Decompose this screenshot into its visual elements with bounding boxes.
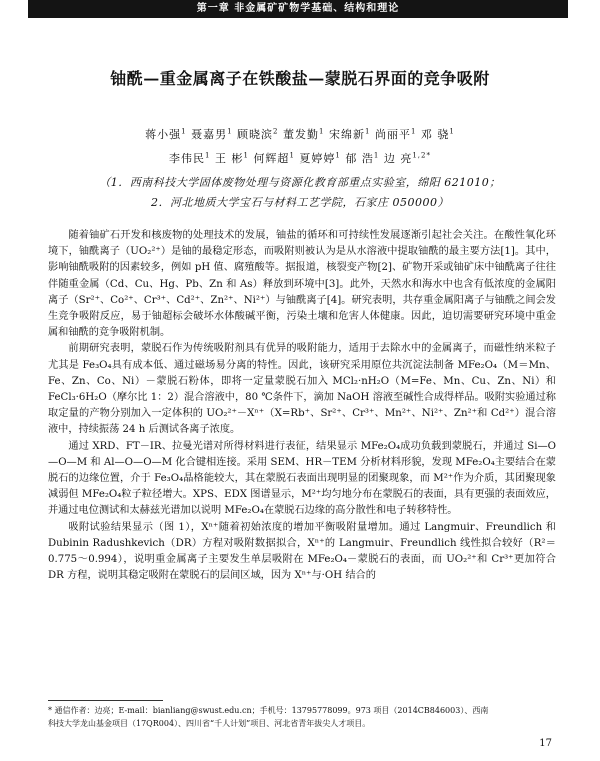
author-name: 郁 浩 — [345, 152, 374, 165]
author-name: 尚丽平 — [374, 128, 411, 141]
page-number: 17 — [539, 738, 552, 749]
author-affiliation-marker: 1 — [449, 127, 455, 136]
author-name: 蒋小强 — [145, 128, 182, 141]
author-name: 王 彬 — [214, 152, 244, 165]
author-affiliation-marker: 1 — [205, 151, 211, 160]
author-affiliation-marker: 1 — [364, 127, 371, 136]
affiliation-line1: （1．西南科技大学固体废物处理与资源化教育部重点实验室，绵阳 621010； — [99, 176, 501, 189]
author-affiliation-marker: 1 — [227, 127, 233, 136]
author-name: 董发勤 — [283, 128, 320, 141]
footnote-line-1: * 通信作者：边亮；E-mail：bianliang@swust.edu.cn；手机号：13795778099。973 项目（2014CB846003）、西南 — [48, 706, 489, 715]
author-affiliation-marker: 1,2* — [412, 151, 431, 160]
footnote-line-2: 科技大学龙山基金项目（17QR004）、四川省“千人计划”项目、河北省青年拔尖人才项目。 — [48, 719, 371, 728]
author-affiliation-marker: 1 — [335, 151, 341, 160]
author-affiliation-marker: 1 — [410, 127, 417, 136]
author-affiliation-marker: 1 — [289, 151, 295, 160]
author-name: 夏婷婷 — [299, 152, 336, 165]
footnote — [48, 704, 556, 730]
article-body — [48, 228, 556, 584]
author-name: 顾晓滨 — [237, 128, 274, 141]
author-list-line1 — [60, 126, 540, 142]
author-name: 邓 骁 — [420, 128, 450, 141]
author-affiliation-marker: 1 — [243, 151, 249, 160]
body-paragraph-3: 通过 XRD、FT－IR、拉曼光谱对所得材料进行表征，结果显示 MFe₂O₄成功负载到蒙脱石，并通过 Si—O—O—M 和 Al—O—O—M 化合键相连接。采用 SEM、HR－TEM 分析材料形貌，发现 MFe₂O₄主要结合在蒙脱石的边缘位置，介于 Fe₃O₄晶格能较大，其在蒙脱石表面出现明显的团聚现象，而 M²⁺作为介质，其团聚现象减弱但 MFe₂O₄粒子粒径增大。XPS、EDX 图谱显示，M²⁺均匀地分布在蒙脱石的表面，具有更强的表面效应，并通过电位测试和太赫兹光谱加以说明 MFe₂O₄在蒙脱石边缘的高分散性和电子转移特性。 — [48, 440, 556, 517]
article-title: 铀酰—重金属离子在铁酸盐—蒙脱石界面的竞争吸附 — [110, 69, 490, 88]
chapter-header: 第一章 非金属矿矿物学基础、结构和理论 — [28, 0, 568, 18]
body-paragraph-4: 吸附试验结果显示（图 1），Xⁿ⁺随着初始浓度的增加平衡吸附量增加。通过 Langmuir、Freundlich 和 Dubinin Radushkevich（DR）方程对吸附数据拟合，Xⁿ⁺的 Langmuir、Freundlich 线性拟合较好（R²＝0.775～0.994），说明重金属离子主要发生单层吸附在 MFe₂O₄－蒙脱石的表面，而 UO₂²⁺和 Cr³⁺更加符合 DR 方程，说明其稳定吸附在蒙脱石的层间区域，因为 Xⁿ⁺与·OH 结合的 — [48, 521, 556, 582]
author-name: 聂嘉男 — [191, 128, 228, 141]
author-affiliation-marker: 1 — [181, 127, 187, 136]
affiliation-line2: 2．河北地质大学宝石与材料工艺学院，石家庄 050000） — [151, 196, 449, 209]
footnote-divider — [48, 700, 163, 701]
author-affiliation-marker: 1 — [319, 127, 325, 136]
author-affiliation-marker: 1 — [373, 151, 380, 160]
author-list-line2 — [60, 150, 540, 166]
body-paragraph-1: 随着铀矿石开发和核废物的处理技术的发展，铀盐的循环和可持续性发展逐渐引起社会关注。在酸性氧化环境下，铀酰离子（UO₂²⁺）是铀的最稳定形态，而吸附则被认为是从水溶液中提取铀酰的最主要方法[1]。其中，影响铀酰吸附的因素较多，例如 pH 值、腐殖酸等。据报道，核裂变产物[2]、矿物开采或铀矿床中铀酰离子往往伴随重金属（Cd、Cu、Hg、Pb、Zn 和 As）释放到环境中[3]。此外，天然水和海水中也含有低浓度的金属阳离子（Sr²⁺、Co²⁺、Cr³⁺、Cd²⁺、Zn²⁺、Ni²⁺）与铀酰离子[4]。研究表明，共存重金属阳离子与铀酰之间会发生竞争吸附反应，易于铀超标会破坏水体酸碱平衡，污染土壤和危害人体健康。因此，迫切需要研究环境中重金属和铀酰的竞争吸附机制。 — [48, 230, 556, 339]
author-name: 边 亮 — [383, 152, 413, 165]
author-name: 宋绵新 — [328, 128, 365, 141]
author-affiliation-marker: 2 — [273, 127, 279, 136]
author-name: 李伟民 — [169, 152, 205, 165]
author-name: 何辉超 — [253, 152, 290, 165]
body-paragraph-2: 前期研究表明，蒙脱石作为传统吸附剂具有优异的吸附能力，适用于去除水中的金属离子，而磁性纳米粒子尤其是 Fe₃O₄具有成本低、通过磁场易分离的特性。因此，该研究采用原位共沉淀法制备 MFe₂O₄（M＝Mn、Fe、Zn、Co、Ni）－蒙脱石粉体，即将一定量蒙脱石加入 MCl₂·nH₂O（M=Fe、Mn、Cu、Zn、Ni）和 FeCl₃·6H₂O（摩尔比 1：2）混合溶液中，80 ℃条件下，滴加 NaOH 溶液至碱性合成得样品。吸附实验通过称取定量的产物分别加入一定体积的 UO₂²⁺－Xⁿ⁺（X=Rb⁺、Sr²⁺、Cr³⁺、Mn²⁺、Ni²⁺、Zn²⁺和 Cd²⁺）混合溶液中，持续振荡 24 h 后测试各离子浓度。 — [48, 343, 556, 436]
